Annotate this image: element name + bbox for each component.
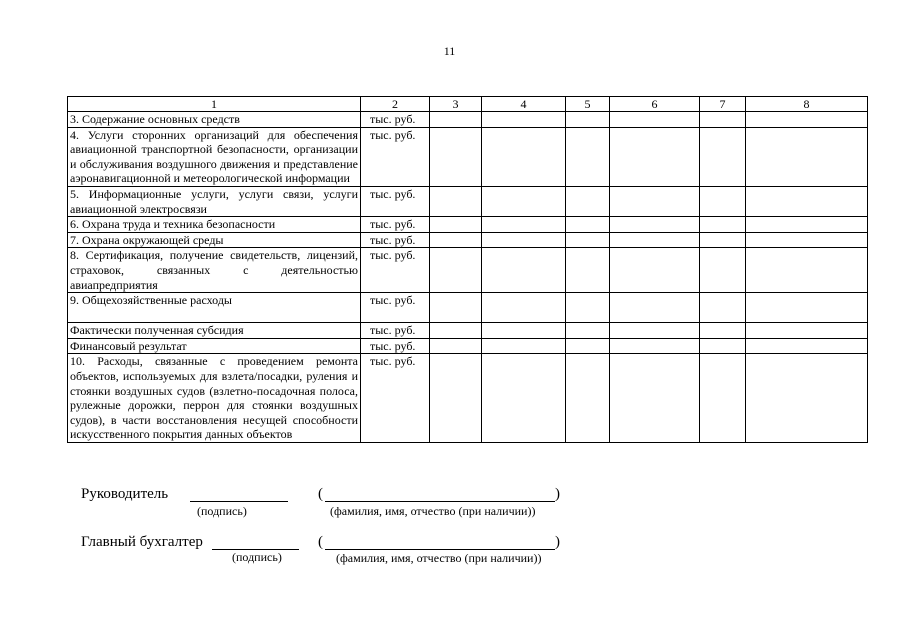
value-cell: [566, 338, 610, 354]
value-cell: [482, 354, 566, 443]
table-row: [68, 323, 868, 339]
value-cell: [482, 127, 566, 186]
row-unit: тыс. руб.: [361, 323, 430, 339]
value-cell: [430, 338, 482, 354]
head-open-paren: (: [318, 486, 323, 502]
row-name: 4. Услуги сторонних организаций для обеспечения авиационной транспортной безопасности, организации и обслуживания воздушного движения и представление аэронавигационной и метеорологической информации: [68, 127, 361, 186]
value-cell: [700, 127, 746, 186]
value-cell: [700, 112, 746, 128]
value-cell: [482, 217, 566, 233]
value-cell: [566, 323, 610, 339]
accountant-close-paren: ): [555, 534, 560, 550]
table-row: [68, 127, 868, 186]
header-cell: 8: [746, 97, 868, 112]
table-row: [68, 338, 868, 354]
value-cell: [566, 354, 610, 443]
row-unit: тыс. руб.: [361, 232, 430, 248]
row-name: 9. Общехозяйственные расходы: [68, 293, 361, 323]
head-close-paren: ): [555, 486, 560, 502]
value-cell: [746, 354, 868, 443]
value-cell: [610, 186, 700, 216]
value-cell: [482, 293, 566, 323]
table-header-row: [68, 97, 868, 112]
accountant-name-line: [325, 549, 555, 550]
header-cell: 2: [361, 97, 430, 112]
row-name: 7. Охрана окружающей среды: [68, 232, 361, 248]
head-label: Руководитель: [81, 486, 169, 502]
value-cell: [566, 112, 610, 128]
value-cell: [746, 127, 868, 186]
report-table: [67, 96, 868, 443]
value-cell: [482, 323, 566, 339]
row-name: Фактически полученная субсидия: [68, 323, 361, 339]
value-cell: [430, 354, 482, 443]
row-unit: тыс. руб.: [361, 127, 430, 186]
table-row: [68, 217, 868, 233]
value-cell: [746, 186, 868, 216]
accountant-open-paren: (: [318, 534, 323, 550]
value-cell: [430, 293, 482, 323]
value-cell: [610, 232, 700, 248]
value-cell: [700, 293, 746, 323]
value-cell: [610, 293, 700, 323]
header-cell: 6: [610, 97, 700, 112]
value-cell: [430, 248, 482, 293]
row-unit: тыс. руб.: [361, 248, 430, 293]
row-unit: тыс. руб.: [361, 186, 430, 216]
header-cell: 7: [700, 97, 746, 112]
table-row: [68, 354, 868, 443]
header-cell: 3: [430, 97, 482, 112]
value-cell: [700, 232, 746, 248]
head-name-caption: (фамилия, имя, отчество (при наличии)): [330, 504, 536, 518]
row-name: Финансовый результат: [68, 338, 361, 354]
value-cell: [746, 248, 868, 293]
table-row: [68, 186, 868, 216]
value-cell: [610, 354, 700, 443]
row-unit: тыс. руб.: [361, 354, 430, 443]
table-row: [68, 112, 868, 128]
header-cell: 5: [566, 97, 610, 112]
value-cell: [700, 354, 746, 443]
row-name: 3. Содержание основных средств: [68, 112, 361, 128]
value-cell: [430, 232, 482, 248]
accountant-name-caption: (фамилия, имя, отчество (при наличии)): [336, 551, 542, 565]
value-cell: [746, 323, 868, 339]
value-cell: [746, 232, 868, 248]
row-unit: тыс. руб.: [361, 112, 430, 128]
value-cell: [700, 186, 746, 216]
value-cell: [430, 127, 482, 186]
table-row: [68, 232, 868, 248]
value-cell: [610, 127, 700, 186]
value-cell: [482, 186, 566, 216]
page-number: 11: [443, 44, 456, 58]
value-cell: [566, 217, 610, 233]
value-cell: [746, 217, 868, 233]
value-cell: [482, 232, 566, 248]
row-unit: тыс. руб.: [361, 338, 430, 354]
value-cell: [430, 323, 482, 339]
accountant-signature-caption: (подпись): [232, 550, 282, 564]
value-cell: [430, 217, 482, 233]
value-cell: [700, 323, 746, 339]
row-name: 6. Охрана труда и техника безопасности: [68, 217, 361, 233]
value-cell: [746, 112, 868, 128]
row-name: 5. Информационные услуги, услуги связи, услуги авиационной электросвязи: [68, 186, 361, 216]
accountant-label: Главный бухгалтер: [81, 534, 203, 550]
value-cell: [566, 127, 610, 186]
value-cell: [566, 248, 610, 293]
value-cell: [700, 248, 746, 293]
value-cell: [610, 248, 700, 293]
value-cell: [430, 186, 482, 216]
value-cell: [610, 112, 700, 128]
value-cell: [566, 186, 610, 216]
value-cell: [566, 232, 610, 248]
value-cell: [610, 217, 700, 233]
table-row: [68, 248, 868, 293]
value-cell: [482, 338, 566, 354]
value-cell: [700, 217, 746, 233]
header-cell: 4: [482, 97, 566, 112]
header-cell: 1: [68, 97, 361, 112]
row-unit: тыс. руб.: [361, 217, 430, 233]
row-name: 10. Расходы, связанные с проведением ремонта объектов, используемых для взлета/посадки, руления и стоянки воздушных судов (взлетно-посадочная полоса, рулежные дорожки, перрон для стоянки воздушных судов), в части восстановления несущей способности искусственного покрытия данных объектов: [68, 354, 361, 443]
head-signature-caption: (подпись): [197, 504, 247, 518]
value-cell: [566, 293, 610, 323]
value-cell: [482, 248, 566, 293]
value-cell: [746, 293, 868, 323]
table-row: [68, 293, 868, 323]
value-cell: [746, 338, 868, 354]
head-name-line: [325, 501, 555, 502]
head-signature-line: [190, 501, 288, 502]
value-cell: [610, 323, 700, 339]
value-cell: [482, 112, 566, 128]
value-cell: [610, 338, 700, 354]
value-cell: [700, 338, 746, 354]
row-name: 8. Сертификация, получение свидетельств, лицензий, страховок, связанных с деятельностью авиапредприятия: [68, 248, 361, 293]
value-cell: [430, 112, 482, 128]
row-unit: тыс. руб.: [361, 293, 430, 323]
